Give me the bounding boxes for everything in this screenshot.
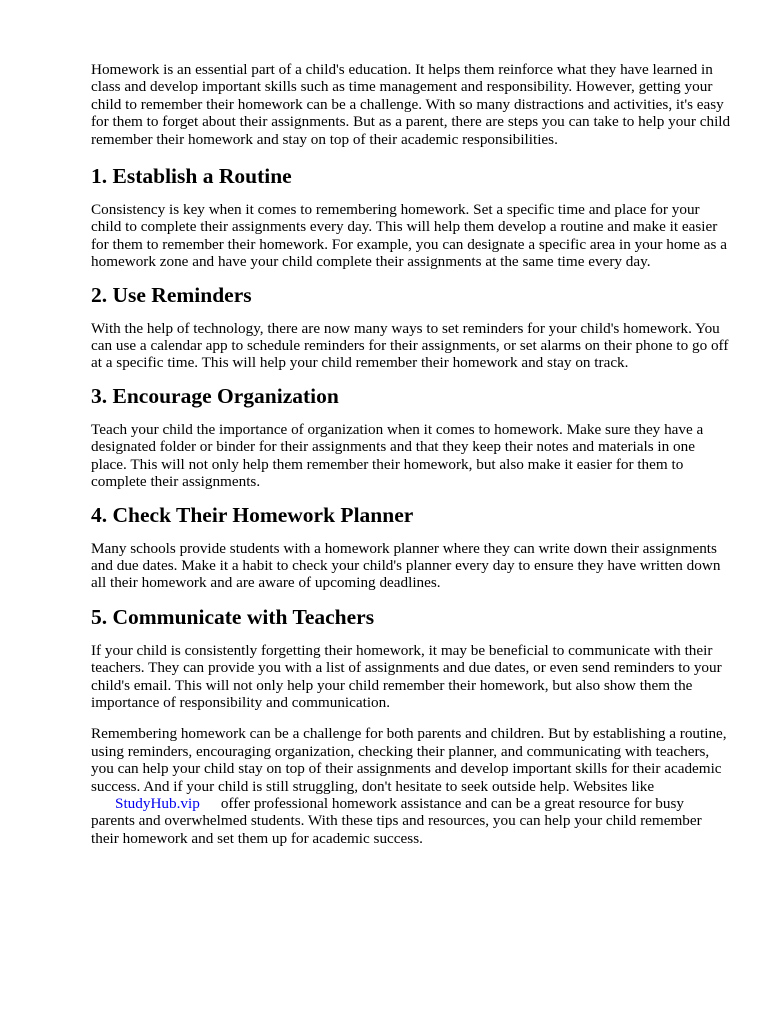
closing-text-before-link: Remembering homework can be a challenge for both parents and children. But by establishing a routine, using reminders, encouraging organization, checking their planner, and communicating with teachers, you can help your child stay on top of their assignments and develop important skills for their academic success. And if your child is still struggling, don't hesitate to seek outside help. Websites like <box>91 725 727 795</box>
section-check-planner <box>91 502 731 592</box>
section-communicate-teachers <box>91 604 731 712</box>
document-page <box>91 61 731 847</box>
section-encourage-organization <box>91 383 731 491</box>
section-paragraph: With the help of technology, there are now many ways to set reminders for your child's homework. You can use a calendar app to schedule reminders for their assignments, or set alarms on their phone to go off at a specific time. This will help your child remember their homework and stay on track. <box>91 319 729 372</box>
section-heading: 5. Communicate with Teachers <box>91 604 375 629</box>
section-heading: 3. Encourage Organization <box>91 383 339 408</box>
section-heading: 4. Check Their Homework Planner <box>91 502 414 527</box>
section-establish-routine <box>91 163 731 271</box>
section-paragraph: If your child is consistently forgetting their homework, it may be beneficial to communicate with their teachers. They can provide you with a list of assignments and due dates, or even send reminders to your child's email. This will not only help your child remember their homework, but also show them the importance of responsibility and communication. <box>91 641 722 711</box>
closing-paragraph <box>91 725 731 847</box>
intro-paragraph: Homework is an essential part of a child's education. It helps them reinforce what they have learned in class and develop important skills such as time management and responsibility. However, getting your child to remember their homework can be a challenge. With so many distractions and activities, it's easy for them to forget about their assignments. But as a parent, there are steps you can take to help your child remember their homework and stay on top of their academic responsibilities. <box>91 61 731 148</box>
section-heading: 1. Establish a Routine <box>91 164 292 189</box>
section-heading: 2. Use Reminders <box>91 282 252 307</box>
section-use-reminders <box>91 282 731 372</box>
studyhub-link[interactable]: StudyHub.vip <box>115 794 200 812</box>
closing-text-after-link: offer professional homework assistance and can be a great resource for busy parents and overwhelmed students. With these tips and resources, you can help your child remember their homework and set them up for academic success. <box>91 794 702 847</box>
section-paragraph: Teach your child the importance of organization when it comes to homework. Make sure they have a designated folder or binder for their assignments and that they keep their notes and materials in one place. This will not only help them remember their homework, but also make it easier for them to complete their assignments. <box>91 420 704 491</box>
section-paragraph: Consistency is key when it comes to remembering homework. Set a specific time and place for your child to complete their assignments every day. This will help them develop a routine and make it easier for them to remember their homework. For example, you can designate a specific area in your home as a homework zone and have your child complete their assignments at the same time every day. <box>91 201 727 271</box>
section-paragraph: Many schools provide students with a homework planner where they can write down their assignments and due dates. Make it a habit to check your child's planner every day to ensure they have written down all their homework and are aware of upcoming deadlines. <box>91 539 721 592</box>
